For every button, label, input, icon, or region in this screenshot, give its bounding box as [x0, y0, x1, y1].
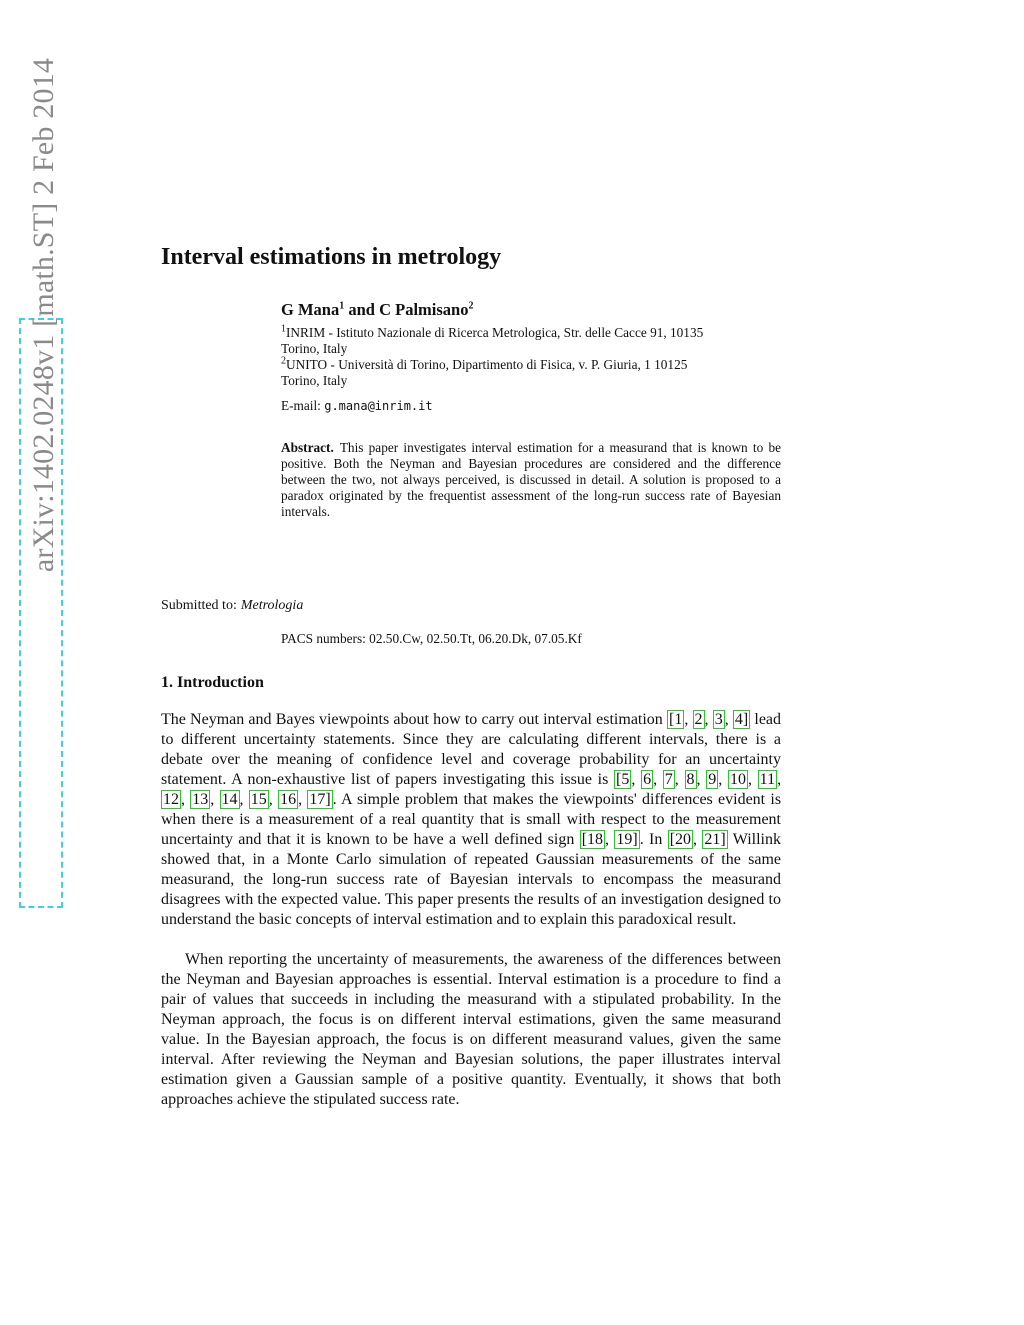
citation-group [668, 830, 728, 849]
citation-separator: , [298, 791, 308, 808]
section-number: 1. [161, 674, 173, 691]
email-line [281, 398, 781, 414]
author-conjunction: and [348, 300, 375, 319]
citation-separator: , [210, 791, 220, 808]
email-label: E-mail: [281, 398, 321, 413]
paragraph-text: lead to different uncertainty statements. Since they are calculating different intervals, there is a debate over the meaning of confidence level and coverage probability for an uncertainty statement. A non-exhaustive list of papers investigating this issue is [161, 711, 782, 788]
citation-link[interactable]: [1 [668, 711, 683, 728]
affiliation-text: Torino, Italy [281, 373, 348, 388]
citation-separator: , [239, 791, 249, 808]
section-title: Introduction [177, 674, 264, 691]
citation-group [667, 710, 750, 729]
abstract-text: This paper investigates interval estimation for a measurand that is known to be positive. Both the Neyman and Bayesian procedures are considered and the difference between the two, not always perceived, is discussed in detail. A solution is proposed to a paradox originated by the frequentist assessment of the long-run success rate of Bayesian intervals. [281, 440, 781, 519]
citation-link[interactable]: [20 [669, 831, 692, 848]
affiliation-text: Torino, Italy [281, 341, 348, 356]
intro-paragraph-2: When reporting the uncertainty of measurements, the awareness of the differences between the Neyman and Bayesian approaches is essential. Interval estimation is a procedure to find a pair of values that succeeds in including the measurand with a stipulated probability. In the Neyman approach, the focus is on different interval estimations, given the same measurand value. In the Bayesian approach, the focus is on different measurand values, given the same interval. After reviewing the Neyman and Bayesian solutions, the paper illustrates interval estimation given a Gaussian sample of a positive quantity. Eventually, it shows that both approaches achieve the stipulated success rate. [161, 951, 781, 1108]
citation-link[interactable]: 21] [704, 831, 726, 848]
citation-separator: , [653, 771, 663, 788]
citation-link[interactable]: [18 [581, 831, 604, 848]
submitted-line [161, 598, 303, 614]
journal-name: Metrologia [240, 598, 304, 613]
citation-link[interactable]: 12 [163, 791, 179, 808]
citation-separator: , [747, 771, 758, 788]
citation-separator: , [674, 771, 685, 788]
affiliation-marker: 1 [339, 300, 345, 312]
citation-link[interactable]: 16 [280, 791, 297, 808]
citation-link[interactable]: 10 [729, 771, 746, 788]
citation-separator: , [724, 711, 733, 728]
author-line [281, 300, 473, 320]
citation-link[interactable]: 17] [309, 791, 331, 808]
citation-separator: , [718, 771, 728, 788]
abstract-label: Abstract. [281, 440, 334, 455]
citation-separator: , [704, 711, 713, 728]
citation-separator: , [268, 791, 279, 808]
submitted-label: Submitted to: [161, 598, 237, 613]
author-name: C Palmisano [379, 300, 469, 319]
paragraph-text: The Neyman and Bayes viewpoints about how to carry out interval estimation [161, 711, 667, 728]
email-address[interactable]: g.mana@inrim.it [324, 399, 433, 413]
citation-separator: , [605, 831, 615, 848]
affiliation-marker: 1 [281, 323, 286, 335]
citation-link[interactable]: 4] [734, 711, 749, 728]
citation-link[interactable]: [5 [616, 771, 630, 788]
citation-link[interactable]: 14 [221, 791, 238, 808]
paper-title: Interval estimations in metrology [161, 244, 502, 270]
citation-separator: , [684, 711, 693, 728]
affiliation-text: INRIM - Istituto Nazionale di Ricerca Metrologica, Str. delle Cacce 91, 10135 [286, 325, 704, 340]
author-name: G Mana [281, 300, 340, 319]
paragraph-text: . A simple problem that makes the viewpoints' differences evident is when there is a measurement of a real quantity that is small with respect to the measurement uncertainty and that it is known to be have a well defined sign [161, 791, 782, 848]
citation-link[interactable]: 7 [664, 771, 673, 788]
citation-link[interactable]: 19] [616, 831, 638, 848]
citation-link[interactable]: 6 [643, 771, 652, 788]
citation-group [580, 830, 640, 849]
paragraph-text: . In [639, 831, 668, 848]
affiliation-text: UNITO - Università di Torino, Dipartimento di Fisica, v. P. Giuria, 1 10125 [286, 357, 688, 372]
affiliation-marker: 2 [468, 300, 474, 312]
citation-separator: , [181, 791, 191, 808]
arxiv-identifier[interactable]: arXiv:1402.0248v1 [math.ST] 2 Feb 2014 [27, 57, 60, 573]
paragraph-text: Willink showed that, in a Monte Carlo simulation of repeated Gaussian measurements of the same measurand, the long-run success rate of Bayesian intervals to encompass the measurand disagrees with the expected value. This paper presents the results of an investigation designed to understand the basic concepts of interval estimation and to explain this paradoxical result. [161, 831, 781, 928]
citation-link[interactable]: 11 [759, 771, 776, 788]
citation-link[interactable]: 15 [250, 791, 267, 808]
citation-link[interactable]: 2 [694, 711, 703, 728]
citation-separator: , [631, 771, 642, 788]
affiliation-1 [281, 325, 781, 357]
abstract [281, 440, 781, 520]
affiliation-marker: 2 [281, 355, 286, 367]
citation-link[interactable]: 9 [708, 771, 717, 788]
citation-link[interactable]: 8 [686, 771, 695, 788]
citation-separator: , [777, 771, 782, 788]
citation-link[interactable]: 3 [714, 711, 723, 728]
intro-paragraph-1 [161, 710, 781, 930]
citation-separator: , [693, 831, 703, 848]
citation-link[interactable]: 13 [192, 791, 209, 808]
pacs-numbers: PACS numbers: 02.50.Cw, 02.50.Tt, 06.20.Dk, 07.05.Kf [281, 631, 582, 646]
section-heading [161, 674, 264, 692]
citation-separator: , [696, 771, 707, 788]
affiliation-2 [281, 357, 781, 389]
